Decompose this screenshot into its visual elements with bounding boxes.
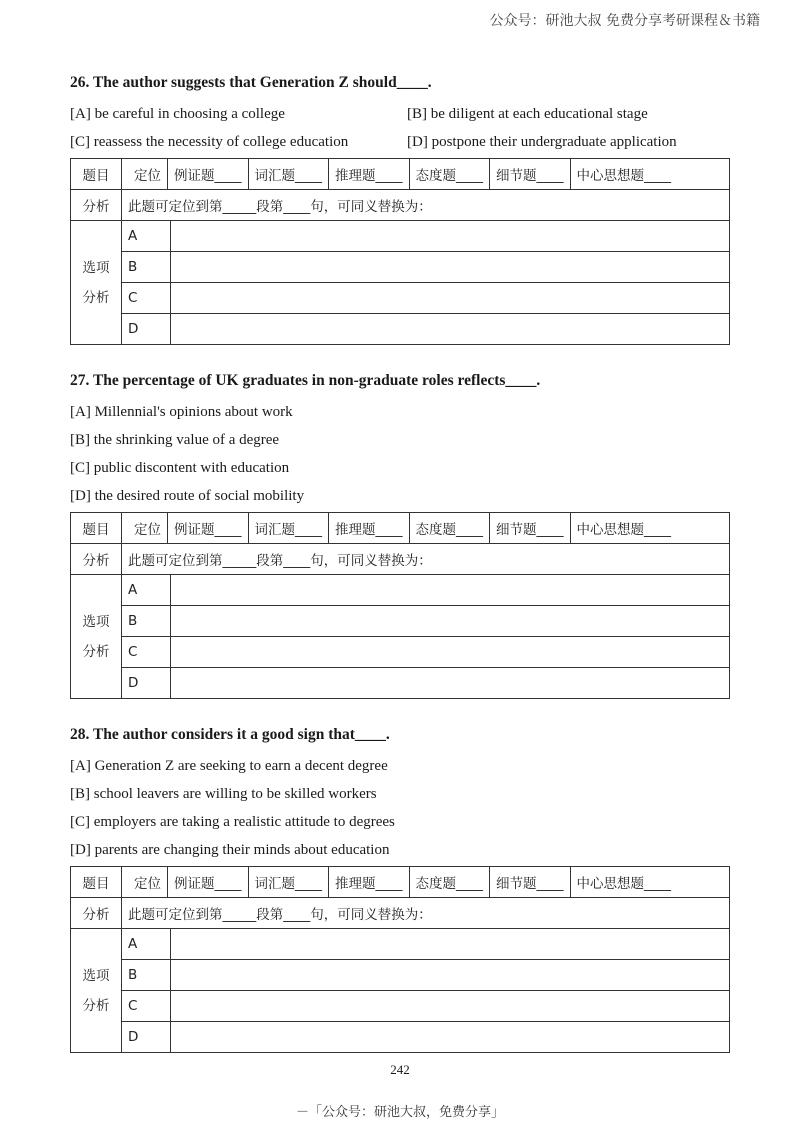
blank-a [171,221,730,252]
options-list [70,100,730,156]
type-example: 例证题____ [167,513,248,543]
type-detail: 细节题____ [489,513,570,543]
option-b: [B] the shrinking value of a degree [70,432,280,448]
analysis-table [70,512,730,699]
label-fen: 分析 [71,544,122,575]
type-attitude: 态度题____ [409,513,490,543]
blank-b [171,252,730,283]
page-footer: －「公众号：研池大叔，免费分享」 [295,1105,504,1120]
type-locate: 定位 [134,522,161,538]
locate-row: 此题可定位到第_____段第____句，可同义替换为： [122,898,730,929]
letter-d: D [122,314,171,345]
question-type-row [122,159,730,190]
type-attitude: 态度题____ [409,867,490,897]
type-example: 例证题____ [167,867,248,897]
option-d: [D] postpone their undergraduate application [407,134,677,150]
option-d: [D] parents are changing their minds about education [70,842,390,858]
letter-c: C [122,283,171,314]
label-ti: 题目 [71,513,122,544]
type-example: 例证题____ [167,159,248,189]
type-attitude: 态度题____ [409,159,490,189]
option-b: [B] be diligent at each educational stage [407,106,648,122]
type-detail: 细节题____ [489,159,570,189]
label-fen: 分析 [71,190,122,221]
page-header: 公众号：研池大叔 免费分享考研课程＆书籍 [489,13,760,29]
type-inference: 推理题____ [328,513,409,543]
blank-b [171,606,730,637]
label-option-analysis: 选项 分析 [71,929,122,1053]
locate-row: 此题可定位到第_____段第____句，可同义替换为： [122,544,730,575]
question-title: 26. The author suggests that Generation Z should____. [70,74,432,91]
page-number: 242 [390,1062,410,1077]
option-c: [C] reassess the necessity of college education [70,134,349,150]
question-title: 28. The author considers it a good sign that____. [70,726,390,743]
type-inference: 推理题____ [328,159,409,189]
question-26 [70,72,730,345]
blank-a [171,575,730,606]
question-28 [70,724,730,1053]
question-title: 27. The percentage of UK graduates in non-graduate roles reflects____. [70,372,541,389]
letter-a: A [122,221,171,252]
blank-b [171,960,730,991]
label-fen: 分析 [71,898,122,929]
type-main-idea: 中心思想题____ [570,513,678,543]
letter-d: D [122,1022,171,1053]
blank-d [171,1022,730,1053]
letter-a: A [122,575,171,606]
letter-b: B [122,606,171,637]
question-27 [70,370,730,699]
question-type-row [122,867,730,898]
type-main-idea: 中心思想题____ [570,867,678,897]
option-c: [C] public discontent with education [70,460,290,476]
option-d: [D] the desired route of social mobility [70,488,305,504]
analysis-table [70,866,730,1053]
type-vocab: 词汇题____ [248,159,329,189]
analysis-table [70,158,730,345]
label-option-analysis: 选项 分析 [71,575,122,699]
label-ti: 题目 [71,867,122,898]
type-locate: 定位 [134,876,161,892]
type-main-idea: 中心思想题____ [570,159,678,189]
locate-row: 此题可定位到第_____段第____句，可同义替换为： [122,190,730,221]
options-list [70,398,730,510]
question-type-row [122,513,730,544]
option-a: [A] Generation Z are seeking to earn a decent degree [70,758,388,774]
option-a: [A] be careful in choosing a college [70,106,285,122]
blank-c [171,283,730,314]
letter-d: D [122,668,171,699]
letter-c: C [122,637,171,668]
blank-c [171,991,730,1022]
blank-c [171,637,730,668]
label-ti: 题目 [71,159,122,190]
letter-b: B [122,252,171,283]
type-locate: 定位 [134,168,161,184]
letter-a: A [122,929,171,960]
letter-b: B [122,960,171,991]
type-detail: 细节题____ [489,867,570,897]
type-inference: 推理题____ [328,867,409,897]
blank-a [171,929,730,960]
option-a: [A] Millennial's opinions about work [70,404,293,420]
letter-c: C [122,991,171,1022]
type-vocab: 词汇题____ [248,513,329,543]
option-b: [B] school leavers are willing to be skilled workers [70,786,377,802]
blank-d [171,668,730,699]
option-c: [C] employers are taking a realistic attitude to degrees [70,814,395,830]
blank-d [171,314,730,345]
type-vocab: 词汇题____ [248,867,329,897]
options-list [70,752,730,864]
label-option-analysis: 选项 分析 [71,221,122,345]
